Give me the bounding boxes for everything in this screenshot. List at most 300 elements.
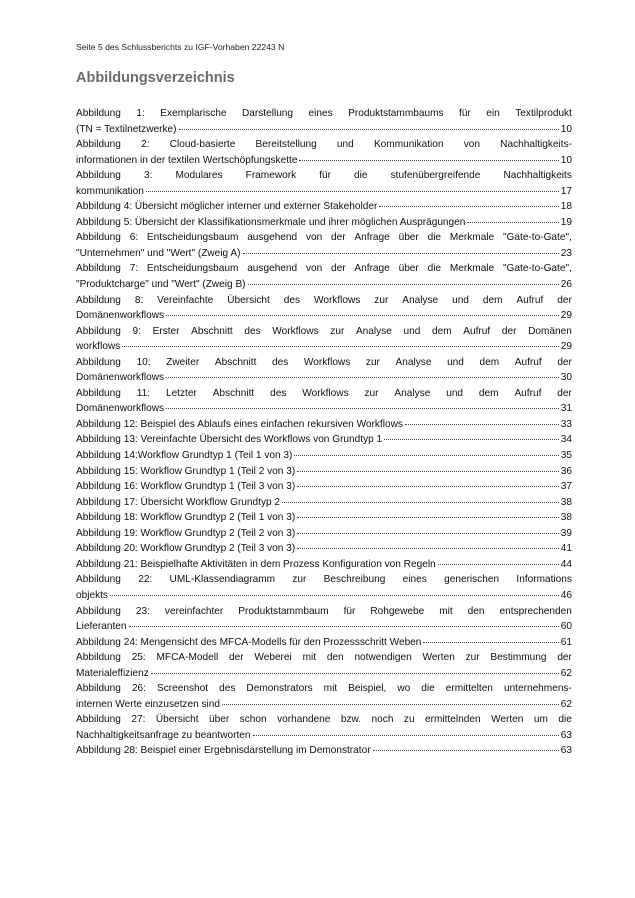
figure-entry-text: Nachhaltigkeitsanfrage zu beantworten (76, 729, 251, 741)
word: "Gate-to-Gate", (502, 232, 572, 244)
word: Abschnitt (214, 356, 257, 368)
word: Abbildung (76, 356, 121, 368)
figure-entry-last-line (76, 495, 572, 511)
word: Produktstammbaum (238, 605, 329, 617)
figure-entry-text (76, 293, 572, 309)
figure-entry-text (76, 712, 572, 728)
word: der (557, 387, 572, 399)
word: Rohgewebe (370, 605, 425, 617)
word: des (272, 356, 289, 368)
page-number: 41 (560, 543, 572, 555)
word: Abbildung (76, 139, 121, 151)
figure-entry[interactable] (76, 479, 572, 495)
figure-entry-text: Abbildung 19: Workflow Grundtyp 2 (Teil 2 von 3) (76, 527, 296, 539)
word: schon (239, 714, 267, 726)
word: der (557, 356, 572, 368)
page-number: 62 (560, 698, 572, 710)
word: über (209, 714, 230, 726)
word: mit (323, 683, 338, 695)
word: Abbildung (76, 108, 121, 119)
figure-entry[interactable] (76, 510, 572, 526)
figure-entry[interactable] (76, 635, 572, 651)
dot-leader (423, 642, 558, 643)
word: Beschreibung (323, 574, 386, 586)
word: die (558, 714, 572, 726)
figure-entry-text: Abbildung 17: Übersicht Workflow Grundtyp 2 (76, 496, 281, 508)
word: des (270, 387, 287, 399)
word: Aufruf (463, 325, 491, 337)
word: der (229, 652, 244, 664)
figure-entry[interactable] (76, 432, 572, 448)
word: Anfrage (354, 263, 390, 275)
word: Abbildung (76, 263, 121, 275)
word: 23: (135, 605, 150, 617)
dot-leader (166, 377, 559, 378)
word: entsprechenden (499, 605, 572, 617)
word: stufenübergreifende (390, 170, 481, 182)
figure-entry-last-line (76, 541, 572, 557)
figure-entry[interactable] (76, 712, 572, 743)
word: Beispiel, (348, 683, 387, 695)
figure-entry-last-line (76, 510, 572, 526)
page-number: 18 (560, 201, 572, 213)
word: 22: (138, 574, 153, 586)
word: zur (292, 574, 307, 586)
word: und (403, 325, 421, 337)
word: 3: (143, 170, 153, 182)
word: der (501, 325, 517, 337)
word: unternehmens- (503, 683, 572, 695)
figure-entry-last-line (76, 448, 572, 464)
figure-entry-text: "Produktcharge" und "Wert" (Zweig B) (76, 279, 246, 291)
figure-entry-text: Abbildung 15: Workflow Grundtyp 1 (Teil 2 von 3) (76, 465, 296, 477)
dot-leader (166, 408, 559, 409)
word: Workflows (303, 356, 351, 368)
word: Abschnitt (212, 387, 255, 399)
page-number: 29 (560, 310, 572, 322)
dot-leader (405, 424, 559, 425)
word: zur (365, 356, 380, 368)
word: Entscheidungsbaum (146, 263, 239, 275)
figure-entry-text (76, 650, 572, 666)
page-number: 17 (560, 185, 572, 197)
dot-leader (384, 439, 559, 440)
figure-entry-last-line (76, 401, 572, 417)
word: 27: (131, 714, 146, 726)
figure-entry-last-line (76, 728, 572, 744)
word: die (421, 683, 435, 695)
word: von (463, 139, 480, 151)
word: für (459, 108, 471, 119)
figure-entry-text: Domänenworkflows (76, 310, 165, 322)
word: ein (486, 108, 500, 119)
word: von (305, 232, 323, 244)
figure-entry-text: internen Werte einzusetzen sind (76, 698, 221, 710)
figure-entry-text: Abbildung 12: Beispiel des Ablaufs eines einfachen rekursiven Workflows (76, 418, 403, 430)
figure-entry-last-line (76, 277, 572, 293)
page-header: Seite 5 des Schlussberichts zu IGF-Vorhaben 22243 N (76, 42, 285, 52)
word: Domänen (528, 325, 572, 337)
page-number: 38 (560, 496, 572, 508)
page-number: 63 (560, 729, 572, 741)
figure-entry-last-line (76, 666, 572, 682)
word: und (452, 294, 469, 306)
dot-leader (151, 673, 559, 674)
word: MFCA-Modell (156, 652, 219, 664)
figure-entry-last-line (76, 339, 572, 355)
dot-leader (282, 502, 559, 503)
figure-entry-last-line (76, 370, 572, 386)
dot-leader (379, 206, 558, 207)
word: mit (302, 652, 317, 664)
figure-entry[interactable] (76, 106, 572, 137)
word: Aufruf (514, 356, 542, 368)
figure-entry[interactable] (76, 743, 572, 759)
dot-leader (297, 548, 559, 549)
figure-entry-last-line (76, 743, 572, 759)
word: wo (397, 683, 411, 695)
page-number: 19 (560, 216, 572, 228)
page-number: 34 (560, 434, 572, 446)
word: Nachhaltigkeits (503, 170, 572, 182)
dot-leader (294, 455, 558, 456)
word: Abbildung (76, 387, 121, 399)
figure-entry[interactable] (76, 293, 572, 324)
figure-entry[interactable] (76, 541, 572, 557)
figure-entry-last-line (76, 697, 572, 713)
figure-entry-text: Abbildung 21: Beispielhafte Aktivitäten in dem Prozess Konfiguration von Regeln (76, 558, 436, 570)
dot-leader (146, 191, 559, 192)
word: eines (308, 108, 333, 119)
page-number: 46 (560, 589, 572, 601)
word: Aufruf (516, 294, 544, 306)
word: dem (432, 325, 452, 337)
dot-leader (438, 564, 559, 565)
word: vereinfachter (164, 605, 224, 617)
word: 7: (129, 263, 139, 275)
page-number: 29 (560, 341, 572, 353)
dot-leader (297, 533, 559, 534)
figure-entry-last-line (76, 215, 572, 231)
figure-entry-text (76, 106, 572, 122)
figure-entry[interactable] (76, 215, 572, 231)
word: ausgehend (247, 263, 298, 275)
figure-entry-text (76, 230, 572, 246)
word: Abbildung (76, 294, 121, 306)
word: ermittelten (445, 683, 493, 695)
figure-entry-text: Abbildung 4: Übersicht möglicher interner und externer Stakeholder (76, 201, 378, 213)
word: ausgehend (247, 232, 298, 244)
word: Abschnitt (191, 325, 233, 337)
word: für (343, 605, 356, 617)
figure-entry-last-line (76, 588, 572, 604)
word: zur (330, 325, 345, 337)
figure-entry-text: Domänenworkflows (76, 403, 165, 415)
dot-leader (297, 471, 559, 472)
page-number: 38 (560, 512, 572, 524)
word: Exemplarische (160, 108, 227, 119)
word: von (305, 263, 323, 275)
page-number: 61 (560, 636, 572, 648)
word: eines (402, 574, 427, 586)
dot-leader (253, 735, 559, 736)
word: Screenshot (157, 683, 209, 695)
figure-entry[interactable] (76, 199, 572, 215)
word: Nachhaltigkeits- (500, 139, 572, 151)
word: Entscheidungsbaum (146, 232, 239, 244)
word: UML-Klassendiagramm (169, 574, 276, 586)
word: des (219, 683, 236, 695)
word: Vereinfachte (157, 294, 214, 306)
word: Aufruf (514, 387, 542, 399)
figure-entry-text: objekts (76, 589, 108, 601)
figure-entry-text: Abbildung 28: Beispiel einer Ergebnisdarstellung im Demonstrator (76, 745, 371, 757)
word: der (331, 232, 346, 244)
page-number: 39 (560, 527, 572, 539)
page-number: 26 (560, 279, 572, 291)
word: noch (371, 714, 394, 726)
figure-entry-text (76, 355, 572, 371)
page-number: 23 (560, 247, 572, 259)
figure-entry-last-line (76, 308, 572, 324)
word: Demonstrators (246, 683, 313, 695)
figure-entry[interactable] (76, 355, 572, 386)
dot-leader (122, 346, 558, 347)
figure-entry-text: kommunikation (76, 185, 144, 197)
word: Merkmale (449, 263, 495, 275)
figure-entry[interactable] (76, 604, 572, 635)
figure-entry[interactable] (76, 168, 572, 199)
word: Bestimmung (490, 652, 547, 664)
figure-entry-text: Abbildung 18: Workflow Grundtyp 2 (Teil 1 von 3) (76, 512, 296, 524)
dot-leader (373, 750, 559, 751)
word: Abbildung (76, 683, 121, 695)
word: Framework (245, 170, 297, 182)
word: mit (439, 605, 453, 617)
word: über (398, 263, 419, 275)
dot-leader (129, 626, 559, 627)
word: 26: (131, 683, 146, 695)
dot-leader (222, 704, 559, 705)
word: 9: (132, 325, 141, 337)
word: zur (465, 652, 480, 664)
figure-entry-text (76, 604, 572, 620)
word: Anfrage (354, 232, 390, 244)
figure-entry[interactable] (76, 495, 572, 511)
word: dem (479, 356, 500, 368)
word: Merkmale (449, 232, 495, 244)
figure-entry-last-line (76, 184, 572, 200)
figure-entry-last-line (76, 417, 572, 433)
figure-entry[interactable] (76, 137, 572, 168)
page-number: 63 (560, 745, 572, 757)
figure-entry[interactable] (76, 557, 572, 573)
word: Informations (516, 574, 572, 586)
word: Bereitstellung (255, 139, 317, 151)
word: der (557, 652, 572, 664)
figure-entry-last-line (76, 464, 572, 480)
figure-entry-text (76, 572, 572, 588)
word: Textilprodukt (515, 108, 572, 119)
word: der (331, 263, 346, 275)
word: den (326, 652, 344, 664)
word: die (427, 232, 442, 244)
page-number: 33 (560, 418, 572, 430)
word: Produktstammbaums (348, 108, 444, 119)
word: Workflows (313, 294, 361, 306)
word: und (447, 356, 464, 368)
figure-entry-last-line (76, 479, 572, 495)
figure-entry-text (76, 168, 572, 184)
word: Letzter (165, 387, 197, 399)
word: um (533, 714, 548, 726)
page-number: 30 (560, 372, 572, 384)
word: Workflows (302, 387, 349, 399)
figure-entry-last-line (76, 526, 572, 542)
word: über (398, 232, 419, 244)
dot-leader (179, 129, 559, 130)
figure-entry-text (76, 681, 572, 697)
figure-entry-last-line (76, 246, 572, 262)
word: dem (482, 294, 503, 306)
word: 25: (131, 652, 146, 664)
word: 1: (136, 108, 145, 119)
word: 11: (136, 387, 151, 399)
figure-entry-text: Domänenworkflows (76, 372, 165, 384)
figure-entry[interactable] (76, 526, 572, 542)
word: für (319, 170, 331, 182)
word: den (467, 605, 485, 617)
dot-leader (297, 517, 559, 518)
figure-entry-last-line (76, 635, 572, 651)
figure-entry-text: Abbildung 14:Workflow Grundtyp 1 (Teil 1 von 3) (76, 450, 293, 462)
figure-entry[interactable] (76, 464, 572, 480)
figure-entry-text (76, 261, 572, 277)
word: ermittelnden (425, 714, 481, 726)
word: Abbildung (76, 574, 121, 586)
dot-leader (299, 160, 558, 161)
word: Abbildung (76, 232, 121, 244)
figure-entry-text: "Unternehmen" und "Wert" (Zweig A) (76, 247, 241, 259)
word: Erster (152, 325, 180, 337)
dot-leader (243, 253, 559, 254)
page-number: 37 (560, 481, 572, 493)
word: Abbildung (76, 605, 121, 617)
page-number: 31 (560, 403, 572, 415)
page-number: 10 (560, 154, 572, 166)
page-number: 10 (560, 123, 572, 135)
word: des (244, 325, 261, 337)
word: dem (478, 387, 499, 399)
word: notwendigen (354, 652, 412, 664)
figure-entry-last-line (76, 432, 572, 448)
page-number: 60 (560, 621, 572, 633)
word: 2: (141, 139, 150, 151)
page-number: 44 (560, 558, 572, 570)
word: "Gate-to-Gate", (502, 263, 572, 275)
figure-entry[interactable] (76, 681, 572, 712)
figure-entry-text: Lieferanten (76, 621, 127, 633)
word: Analyse (394, 387, 431, 399)
figure-entry-last-line (76, 557, 572, 573)
word: 6: (129, 232, 139, 244)
word: und (446, 387, 464, 399)
word: Workflows (272, 325, 319, 337)
figure-entry-text: Abbildung 5: Übersicht der Klassifikationsmerkmale und ihrer möglichen Ausprägungen (76, 216, 466, 228)
word: 10: (136, 356, 151, 368)
word: vorhandene (277, 714, 331, 726)
page-number: 62 (560, 667, 572, 679)
word: bzw. (340, 714, 362, 726)
figure-entry-last-line (76, 122, 572, 138)
figure-entry-last-line (76, 199, 572, 215)
word: Analyse (395, 356, 432, 368)
word: Übersicht (155, 714, 199, 726)
figure-list (76, 106, 572, 759)
figure-entry-text: informationen in der textilen Wertschöpfungskette (76, 154, 298, 166)
figure-entry-last-line (76, 619, 572, 635)
dot-leader (166, 315, 559, 316)
word: Weberei (254, 652, 292, 664)
word: Cloud-basierte (169, 139, 236, 151)
page-title: Abbildungsverzeichnis (76, 70, 235, 86)
figure-entry-text: Abbildung 16: Workflow Grundtyp 1 (Teil 3 von 3) (76, 481, 296, 493)
word: Analyse (355, 325, 392, 337)
figure-entry-text: (TN = Textilnetzwerke) (76, 123, 177, 135)
word: Darstellung (241, 108, 294, 119)
figure-entry[interactable] (76, 448, 572, 464)
word: Kommunikation (373, 139, 444, 151)
figure-entry-text (76, 137, 572, 153)
dot-leader (297, 486, 559, 487)
word: der (557, 294, 572, 306)
word: Modulares (175, 170, 223, 182)
word: zur (374, 294, 389, 306)
page-number: 35 (560, 450, 572, 462)
word: und (336, 139, 354, 151)
figure-entry-text: workflows (76, 341, 121, 353)
figure-entry-text (76, 324, 572, 340)
word: die (427, 263, 442, 275)
figure-entry[interactable] (76, 650, 572, 681)
page-number: 36 (560, 465, 572, 477)
figure-entry-text (76, 386, 572, 402)
figure-entry[interactable] (76, 230, 572, 261)
figure-entry[interactable] (76, 417, 572, 433)
figure-entry-text: Materialeffizienz (76, 667, 149, 679)
word: Werten (422, 652, 455, 664)
figure-entry-last-line (76, 153, 572, 169)
word: Abbildung (76, 170, 121, 182)
figure-entry[interactable] (76, 324, 572, 355)
dot-leader (467, 222, 558, 223)
dot-leader (110, 595, 559, 596)
word: zu (403, 714, 415, 726)
figure-entry[interactable] (76, 261, 572, 292)
word: die (354, 170, 368, 182)
word: Abbildung (76, 714, 121, 726)
figure-entry[interactable] (76, 572, 572, 603)
figure-entry-text: Abbildung 20: Workflow Grundtyp 2 (Teil 3 von 3) (76, 543, 296, 555)
word: Abbildung (76, 652, 121, 664)
word: des (283, 294, 301, 306)
word: generischen (444, 574, 500, 586)
word: Zweiter (166, 356, 200, 368)
word: 8: (134, 294, 144, 306)
dot-leader (248, 284, 559, 285)
figure-entry[interactable] (76, 386, 572, 417)
word: Abbildung (76, 325, 121, 337)
